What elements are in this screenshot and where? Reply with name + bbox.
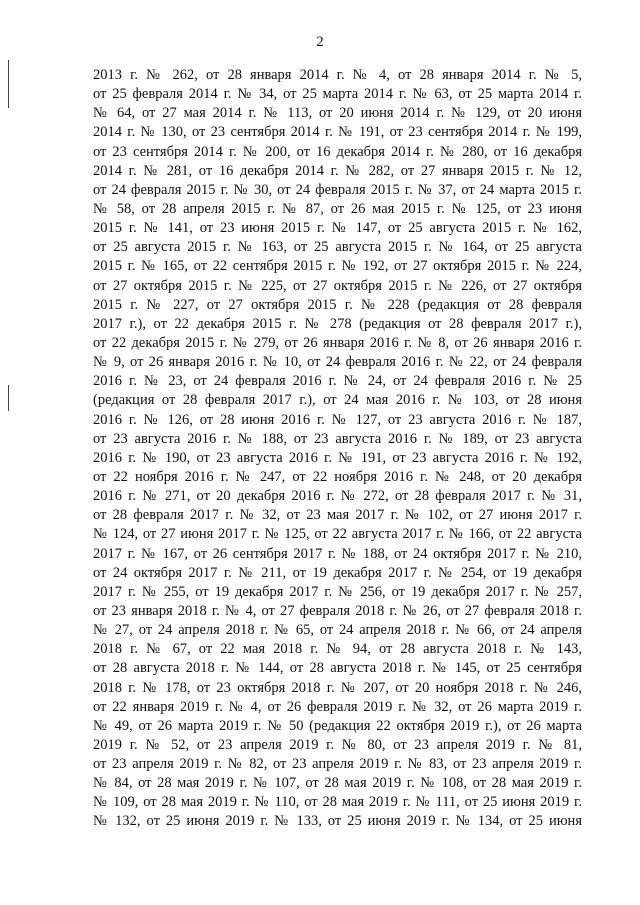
- text-line: [93, 774, 582, 793]
- text-line: [93, 793, 582, 812]
- text-line-content: от 22 января 2019 г. № 4, от 26 февраля 2019 г. № 32, от 26 марта 2019 г.: [93, 698, 582, 715]
- text-line-content: от 24 февраля 2015 г. № 30, от 24 февраля 2015 г. № 37, от 24 марта 2015 г.: [93, 181, 582, 198]
- text-line-content: от 25 августа 2015 г. № 163, от 25 августа 2015 г. № 164, от 25 августа: [93, 239, 582, 256]
- text-line-content: № 27, от 24 апреля 2018 г. № 65, от 24 апреля 2018 г. № 66, от 24 апреля: [93, 622, 582, 639]
- text-line-content: № 84, от 28 мая 2019 г. № 107, от 28 мая 2019 г. № 108, от 28 мая 2019 г.: [93, 775, 582, 792]
- text-line: [93, 162, 582, 181]
- text-line-content: № 9, от 26 января 2016 г. № 10, от 24 февраля 2016 г. № 22, от 24 февраля: [93, 354, 582, 371]
- scan-edge-mark: [8, 60, 9, 108]
- text-line-content: от 27 октября 2015 г. № 225, от 27 октября 2015 г. № 226, от 27 октября: [93, 277, 582, 294]
- text-line: [93, 545, 582, 564]
- text-line-content: от 23 января 2018 г. № 4, от 27 февраля 2018 г. № 26, от 27 февраля 2018 г.: [93, 602, 582, 619]
- text-line: [93, 277, 582, 296]
- text-line-content: 2016 г. № 271, от 20 декабря 2016 г. № 272, от 28 февраля 2017 г. № 31,: [93, 488, 582, 505]
- text-line: [93, 219, 582, 238]
- text-line: [93, 296, 582, 315]
- text-line: [93, 736, 582, 755]
- text-line: [93, 812, 582, 831]
- text-line-content: 2018 г. № 67, от 22 мая 2018 г. № 94, от 28 августа 2018 г. № 143,: [93, 641, 582, 658]
- text-line: [93, 257, 582, 276]
- text-line: [93, 200, 582, 219]
- text-line-content: № 64, от 27 мая 2014 г. № 113, от 20 июня 2014 г. № 129, от 20 июня: [93, 105, 582, 122]
- text-line: [93, 717, 582, 736]
- text-line: [93, 66, 582, 85]
- text-line: [93, 85, 582, 104]
- text-line-content: 2014 г. № 130, от 23 сентября 2014 г. № 191, от 23 сентября 2014 г. № 199,: [93, 124, 582, 141]
- text-line: [93, 602, 582, 621]
- text-line-content: 2017 г. № 167, от 26 сентября 2017 г. № 188, от 24 октября 2017 г. № 210,: [93, 545, 582, 562]
- text-line: [93, 238, 582, 257]
- text-line: [93, 755, 582, 774]
- text-line: [93, 621, 582, 640]
- text-line-content: № 132, от 25 июня 2019 г. № 133, от 25 июня 2019 г. № 134, от 25 июня: [93, 813, 582, 830]
- document-body-text: [93, 66, 582, 832]
- text-line: [93, 353, 582, 372]
- text-line-content: от 28 февраля 2017 г. № 32, от 23 мая 2017 г. № 102, от 27 июня 2017 г.: [93, 507, 582, 524]
- text-line: [93, 104, 582, 123]
- text-line-content: 2015 г. № 227, от 27 октября 2015 г. № 228 (редакция от 28 февраля: [93, 296, 582, 313]
- text-line-content: от 24 октября 2017 г. № 211, от 19 декабря 2017 г. № 254, от 19 декабря: [93, 564, 582, 581]
- text-line: [93, 487, 582, 506]
- text-line-content: 2017 г.), от 22 декабря 2015 г. № 278 (редакция от 28 февраля 2017 г.),: [93, 315, 582, 332]
- text-line-content: 2013 г. № 262, от 28 января 2014 г. № 4, от 28 января 2014 г. № 5,: [93, 67, 582, 83]
- text-line-content: (редакция от 28 февраля 2017 г.), от 24 мая 2016 г. № 103, от 28 июня: [93, 392, 582, 409]
- text-line-content: от 23 августа 2016 г. № 188, от 23 августа 2016 г. № 189, от 23 августа: [93, 430, 582, 447]
- text-line: [93, 659, 582, 678]
- text-line: [93, 372, 582, 391]
- text-line: [93, 430, 582, 449]
- text-line-content: от 23 апреля 2019 г. № 82, от 23 апреля 2019 г. № 83, от 23 апреля 2019 г.: [93, 756, 582, 773]
- text-line-content: 2017 г. № 255, от 19 декабря 2017 г. № 256, от 19 декабря 2017 г. № 257,: [93, 583, 582, 600]
- text-line: [93, 334, 582, 353]
- text-line: [93, 679, 582, 698]
- text-line: [93, 391, 582, 410]
- text-line: [93, 583, 582, 602]
- text-line-content: 2016 г. № 190, от 23 августа 2016 г. № 191, от 23 августа 2016 г. № 192,: [93, 449, 582, 466]
- text-line: [93, 640, 582, 659]
- text-line-content: № 124, от 27 июня 2017 г. № 125, от 22 августа 2017 г. № 166, от 22 августа: [93, 526, 582, 543]
- text-line: [93, 525, 582, 544]
- text-line: [93, 698, 582, 717]
- text-line-content: 2019 г. № 52, от 23 апреля 2019 г. № 80, от 23 апреля 2019 г. № 81,: [93, 736, 582, 753]
- text-line: [93, 564, 582, 583]
- text-line: [93, 315, 582, 334]
- text-line-content: 2018 г. № 178, от 23 октября 2018 г. № 207, от 20 ноября 2018 г. № 246,: [93, 679, 582, 696]
- text-line-content: № 49, от 26 марта 2019 г. № 50 (редакция 22 октября 2019 г.), от 26 марта: [93, 717, 582, 734]
- text-line-content: 2016 г. № 126, от 28 июня 2016 г. № 127, от 23 августа 2016 г. № 187,: [93, 411, 582, 428]
- text-line: [93, 181, 582, 200]
- page-number: 2: [316, 34, 324, 50]
- text-line-content: от 25 февраля 2014 г. № 34, от 25 марта 2014 г. № 63, от 25 марта 2014 г.: [93, 86, 582, 103]
- text-line: [93, 123, 582, 142]
- text-line-content: 2015 г. № 141, от 23 июня 2015 г. № 147, от 25 августа 2015 г. № 162,: [93, 220, 582, 237]
- text-line: [93, 468, 582, 487]
- text-line-content: от 28 августа 2018 г. № 144, от 28 августа 2018 г. № 145, от 25 сентября: [93, 660, 582, 677]
- text-line-content: 2015 г. № 165, от 22 сентября 2015 г. № 192, от 27 октября 2015 г. № 224,: [93, 258, 582, 275]
- text-line: [93, 449, 582, 468]
- text-line-content: от 23 сентября 2014 г. № 200, от 16 декабря 2014 г. № 280, от 16 декабря: [93, 143, 582, 160]
- text-line-content: 2016 г. № 23, от 24 февраля 2016 г. № 24, от 24 февраля 2016 г. № 25: [93, 373, 582, 390]
- scan-edge-mark: [8, 385, 9, 411]
- text-line-content: от 22 ноября 2016 г. № 247, от 22 ноября 2016 г. № 248, от 20 декабря: [93, 468, 582, 485]
- text-line-content: № 109, от 28 мая 2019 г. № 110, от 28 мая 2019 г. № 111, от 25 июня 2019 г.: [93, 794, 582, 811]
- text-line-content: № 58, от 28 апреля 2015 г. № 87, от 26 мая 2015 г. № 125, от 23 июня: [93, 200, 582, 217]
- text-line-content: 2014 г. № 281, от 16 декабря 2014 г. № 282, от 27 января 2015 г. № 12,: [93, 162, 582, 179]
- text-line: [93, 411, 582, 430]
- text-line-content: от 22 декабря 2015 г. № 279, от 26 января 2016 г. № 8, от 26 января 2016 г.: [93, 334, 582, 351]
- text-line: [93, 506, 582, 525]
- text-line: [93, 143, 582, 162]
